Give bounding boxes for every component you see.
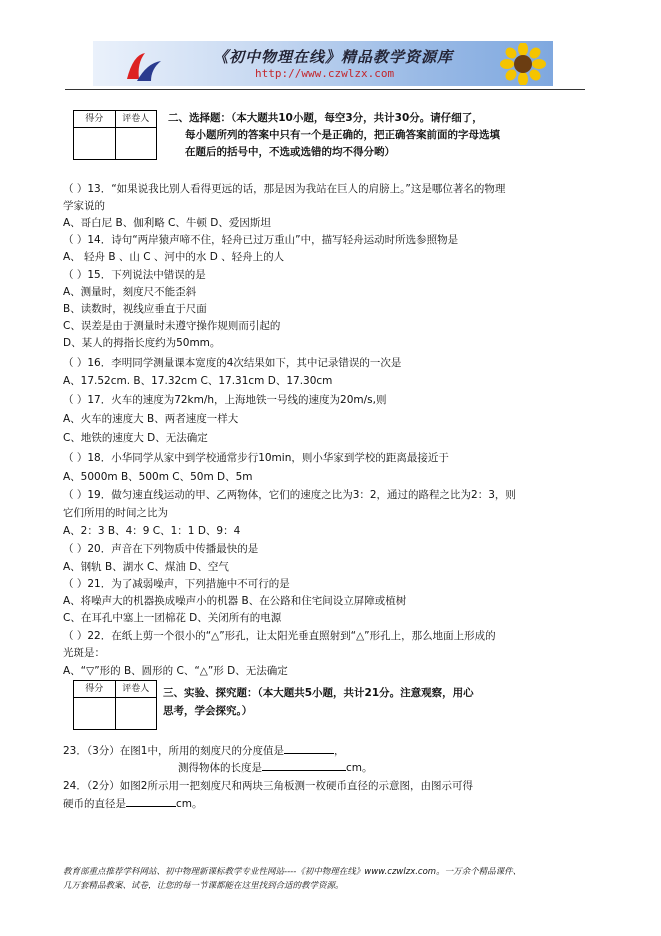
q16-options: A、17.52cm. B、17.32cm C、17.31cm D、17.30cm bbox=[63, 375, 333, 387]
q19-text-1: （ ）19．做匀速直线运动的甲、乙两物体，它们的速度之比为3：2，通过的路程之比为2：3，则 bbox=[63, 489, 516, 501]
q23-text-1-end: ， bbox=[333, 745, 345, 757]
q21-text: （ ）21．为了减弱噪声，下列措施中不可行的是 bbox=[63, 578, 290, 590]
section2-heading-3: 在题后的括号中，不选或选错的均不得分哟） bbox=[185, 146, 395, 158]
q24-text-2: 硬币的直径是 bbox=[63, 798, 126, 810]
site-logo-icon bbox=[123, 49, 163, 83]
q23-text-2-end: cm。 bbox=[346, 762, 373, 774]
q13-options: A、哥白尼 B、伽利略 C、牛顿 D、爱因斯坦 bbox=[63, 217, 271, 229]
q17-options-1: A、火车的速度大 B、两者速度一样大 bbox=[63, 413, 239, 425]
q13-text-2: 学家说的 bbox=[63, 200, 105, 212]
q18-options: A、5000m B、500m C、50m D、5m bbox=[63, 471, 253, 483]
q20-text: （ ）20．声音在下列物质中传播最快的是 bbox=[63, 543, 259, 555]
q23-text-2: 测得物体的长度是 bbox=[178, 762, 262, 774]
q15-option-b: B、读数时，视线应垂直于尺面 bbox=[63, 303, 207, 315]
banner-title: 《初中物理在线》精品教学资源库 bbox=[213, 48, 454, 66]
header-banner bbox=[93, 41, 553, 86]
q14-options: A、 轻舟 B 、山 C 、河中的水 D 、轻舟上的人 bbox=[63, 251, 285, 263]
q23-answer-blank-1[interactable] bbox=[284, 753, 334, 754]
q22-text-1: （ ）22．在纸上剪一个很小的“△”形孔，让太阳光垂直照射到“△”形孔上，那么地面上形成的 bbox=[63, 630, 496, 642]
score-label: 得分 bbox=[74, 681, 116, 697]
section2-heading-2: 每小题所列的答案中只有一个是正确的，把正确答案前面的字母选填 bbox=[185, 129, 500, 141]
score-label: 得分 bbox=[74, 111, 116, 127]
q15-option-c: C、误差是由于测量时未遵守操作规则而引起的 bbox=[63, 320, 281, 332]
q15-option-a: A、测量时，刻度尺不能歪斜 bbox=[63, 286, 197, 298]
header-rule bbox=[65, 89, 585, 90]
q23-line-1 bbox=[63, 744, 344, 758]
banner-url[interactable]: http://www.czwlzx.com bbox=[255, 67, 395, 80]
q24-answer-blank[interactable] bbox=[126, 806, 176, 807]
q23-text-1: 23．（3分）在图1中，所用的刻度尺的分度值是 bbox=[63, 745, 284, 757]
q23-answer-blank-2[interactable] bbox=[262, 770, 346, 771]
score-box bbox=[73, 680, 157, 730]
q17-text: （ ）17．火车的速度为72km/h，上海地铁一号线的速度为20m/s,则 bbox=[63, 394, 387, 406]
q22-text-2: 光斑是： bbox=[63, 647, 105, 659]
section3-heading-1: 三、实验、探究题：（本大题共5小题，共计21分。注意观察，用心 bbox=[163, 687, 474, 699]
section3-heading-2: 思考，学会探究。） bbox=[163, 705, 253, 717]
section2-heading-1: 二、选择题：（本大题共10小题，每空3分，共计30分。请仔细了， bbox=[168, 112, 483, 124]
q23-line-2 bbox=[178, 761, 373, 775]
q21-options-1: A、将噪声大的机器换成噪声小的机器 B、在公路和住宅间设立屏障或植树 bbox=[63, 595, 407, 607]
grader-label: 评卷人 bbox=[122, 684, 150, 694]
grader-label: 评卷人 bbox=[122, 114, 150, 124]
q16-text: （ ）16．李明同学测量课本宽度的4次结果如下，其中记录错误的一次是 bbox=[63, 357, 402, 369]
q17-options-2: C、地铁的速度大 D、无法确定 bbox=[63, 432, 208, 444]
q18-text: （ ）18．小华同学从家中到学校通常步行10min，则小华家到学校的距离最接近于 bbox=[63, 452, 449, 464]
q14-text: （ ）14．诗句“两岸猿声啼不住，轻舟已过万重山”中，描写轻舟运动时所选参照物是 bbox=[63, 234, 459, 246]
q22-options: A、“▽”形的 B、圆形的 C、“△”形 D、无法确定 bbox=[63, 665, 288, 677]
q19-options: A、2：3 B、4：9 C、1：1 D、9：4 bbox=[63, 525, 241, 537]
sunflower-icon bbox=[499, 43, 547, 85]
q13-text-1: （ ）13．“如果说我比别人看得更远的话，那是因为我站在巨人的肩膀上。”这是哪位著名的物理 bbox=[63, 183, 506, 195]
q24-text-2-end: cm。 bbox=[176, 798, 203, 810]
footer-line-2: 几万套精品教案、试卷，让您的每一节课都能在这里找到合适的教学资源。 bbox=[63, 881, 344, 891]
q24-text-1: 24．（2分）如图2所示用一把刻度尺和两块三角板测一枚硬币直径的示意图，由图示可得 bbox=[63, 780, 473, 792]
q21-options-2: C、在耳孔中塞上一团棉花 D、关闭所有的电源 bbox=[63, 612, 282, 624]
q20-options: A、钢轨 B、湖水 C、煤油 D、空气 bbox=[63, 561, 229, 573]
q24-line-2 bbox=[63, 797, 203, 811]
footer-line-1: 教育部重点推荐学科网站、初中物理新课标教学专业性网站----《初中物理在线》www.czwlzx.com。一万余个精品课件、 bbox=[63, 867, 522, 877]
q19-text-2: 它们所用的时间之比为 bbox=[63, 507, 168, 519]
score-box bbox=[73, 110, 157, 160]
q15-option-d: D、某人的拇指长度约为50mm。 bbox=[63, 337, 221, 349]
q15-text: （ ）15．下列说法中错误的是 bbox=[63, 269, 206, 281]
